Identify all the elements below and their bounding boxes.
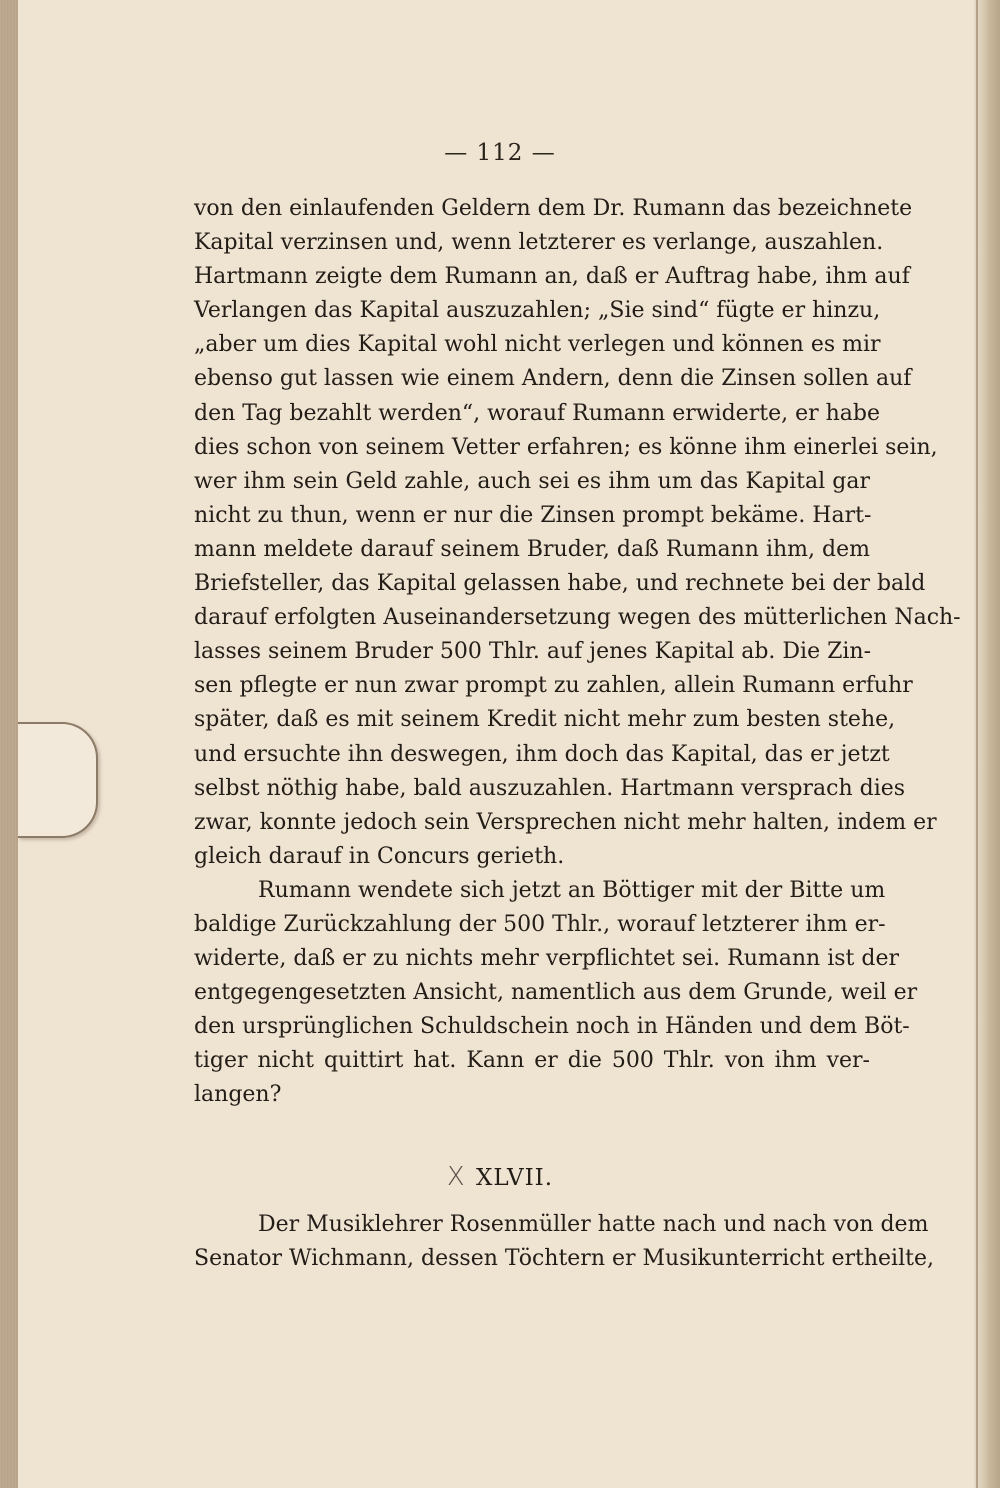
handwritten-mark: X [446, 1162, 466, 1192]
text-line: langen? [194, 1082, 282, 1108]
text-line: tiger nicht quittirt hat. Kann er die 500 Thlr. von ihm ver- [194, 1048, 870, 1074]
text-line: lasses seinem Bruder 500 Thlr. auf jenes Kapital ab. Die Zin- [194, 639, 872, 665]
text-line: entgegengesetzten Ansicht, namentlich aus dem Grunde, weil er [194, 980, 918, 1006]
text-line: widerte, daß er zu nichts mehr verpflichtet sei. Rumann ist der [194, 946, 899, 972]
body-text [194, 192, 961, 1113]
section-heading [0, 1162, 1000, 1192]
text-line: gleich darauf in Concurs gerieth. [194, 843, 565, 869]
text-line-paragraph-start: Der Musiklehrer Rosenmüller hatte nach und nach von dem [258, 1212, 929, 1237]
text-line: darauf erfolgten Auseinandersetzung wegen des mütterlichen Nach- [194, 605, 961, 631]
text-line: Senator Wichmann, dessen Töchtern er Musikunterricht ertheilte, [194, 1246, 934, 1272]
text-line: Hartmann zeigte dem Rumann an, daß er Auftrag habe, ihm auf [194, 264, 910, 290]
text-line: von den einlaufenden Geldern dem Dr. Rumann das bezeichnete [194, 196, 913, 221]
text-line: baldige Zurückzahlung der 500 Thlr., worauf letzterer ihm er- [194, 911, 886, 937]
page-number: — 112 — [444, 140, 556, 166]
text-line: und ersuchte ihn deswegen, ihm doch das Kapital, das er jetzt [194, 741, 890, 767]
text-line: dies schon von seinem Vetter erfahren; es könne ihm einerlei sein, [194, 434, 938, 460]
text-line: später, daß es mit seinem Kredit nicht mehr zum besten stehe, [194, 707, 896, 733]
text-line: den ursprünglichen Schuldschein noch in Händen und dem Böt- [194, 1014, 910, 1040]
section-number: XLVII. [476, 1165, 554, 1191]
text-line: mann meldete darauf seinem Bruder, daß Rumann ihm, dem [194, 536, 870, 562]
bookmark-tab[interactable] [18, 722, 98, 838]
book-page-edges [0, 0, 18, 1488]
book-gutter-line [976, 0, 978, 1488]
text-line: Verlangen das Kapital auszuzahlen; „Sie sind“ fügte er hinzu, [194, 298, 881, 324]
text-line: Kapital verzinsen und, wenn letzterer es verlange, auszahlen. [194, 230, 884, 256]
text-line: den Tag bezahlt werden“, worauf Rumann erwiderte, er habe [194, 400, 880, 426]
section-text [194, 1208, 934, 1276]
text-line-paragraph-start: Rumann wendete sich jetzt an Böttiger mit der Bitte um [258, 877, 886, 903]
text-line: sen pflegte er nun zwar prompt zu zahlen, allein Rumann erfuhr [194, 673, 913, 699]
text-line: wer ihm sein Geld zahle, auch sei es ihm um das Kapital gar [194, 468, 870, 494]
text-line: selbst nöthig habe, bald auszuzahlen. Hartmann versprach dies [194, 775, 906, 801]
text-line: zwar, konnte jedoch sein Versprechen nicht mehr halten, indem er [194, 809, 937, 835]
text-line: Briefsteller, das Kapital gelassen habe, und rechnete bei der bald [194, 571, 926, 597]
text-line: nicht zu thun, wenn er nur die Zinsen prompt bekäme. Hart- [194, 502, 872, 528]
text-line: ebenso gut lassen wie einem Andern, denn die Zinsen sollen auf [194, 366, 912, 392]
text-line: „aber um dies Kapital wohl nicht verlegen und können es mir [194, 332, 881, 358]
